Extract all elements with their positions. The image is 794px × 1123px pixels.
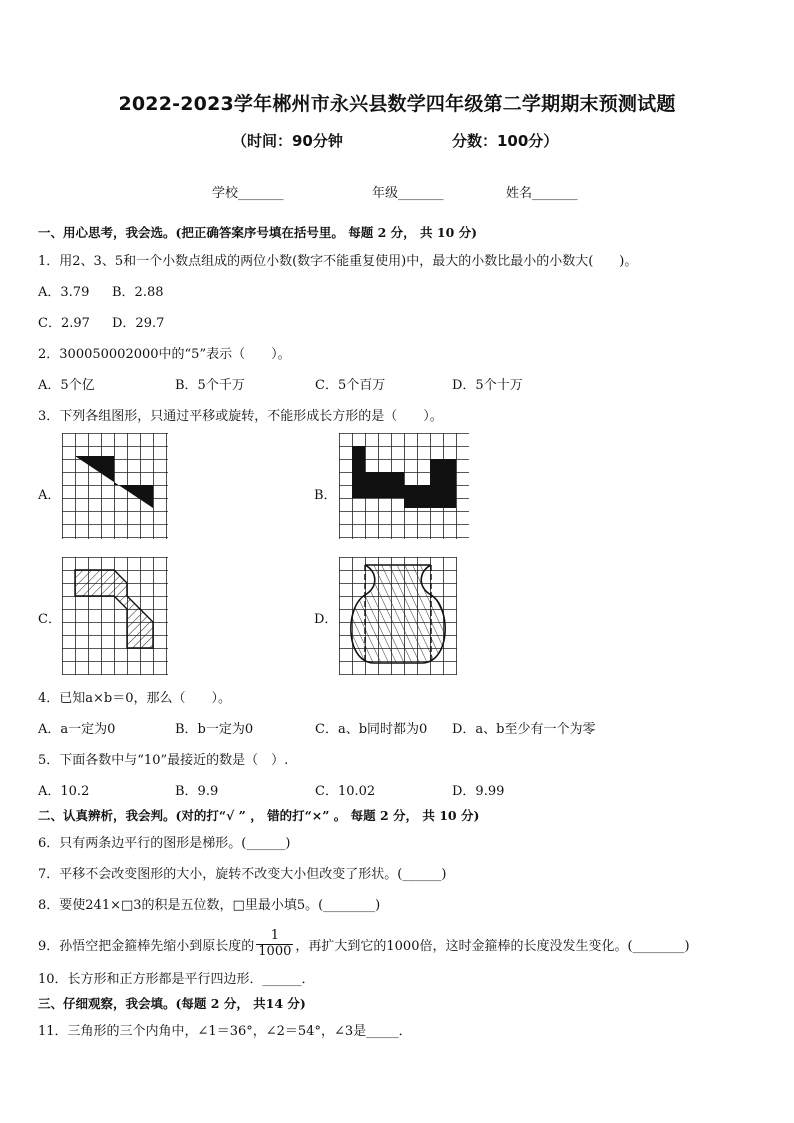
q1-option-c[interactable]: C．2.97 — [38, 316, 90, 331]
question-4: 4．已知a×b＝0，那么（ ）。 — [38, 691, 232, 706]
q2-option-b[interactable]: B．5个千万 — [175, 378, 245, 393]
question-9 — [38, 928, 690, 962]
q3-option-a[interactable]: A． — [38, 488, 61, 503]
question-1: 1．用2、3、5和一个小数点组成的两位小数(数字不能重复使用)中，最大的小数比最小的小数大( )。 — [38, 254, 638, 269]
section-2-title: 二、认真辨析，我会判。(对的打“√ ” ， 错的打“×” 。 每题 2 分， 共 10 分) — [38, 808, 480, 823]
figure-c-shape — [75, 570, 153, 648]
school-field: 学校_______ — [212, 186, 284, 201]
q4-option-c[interactable]: C．a、b同时都为0 — [315, 722, 428, 737]
question-8: 8．要使241×□3的积是五位数，□里最小填5。(________) — [38, 898, 381, 913]
q4-option-b[interactable]: B．b一定为0 — [175, 722, 254, 737]
q3-figure-b — [339, 433, 469, 539]
fraction-numerator: 1 — [256, 929, 293, 945]
q5-option-c[interactable]: C．10.02 — [315, 784, 376, 799]
q1-option-b[interactable]: B．2.88 — [112, 285, 164, 300]
time-limit: （时间：90分钟 — [232, 132, 343, 150]
q3-figure-c — [62, 557, 168, 675]
q4-option-a[interactable]: A．a一定为0 — [38, 722, 116, 737]
q2-option-c[interactable]: C．5个百万 — [315, 378, 386, 393]
figure-a-shape — [75, 456, 153, 508]
q2-option-d[interactable]: D．5个十万 — [452, 378, 523, 393]
question-2: 2．300050002000中的“5”表示（ ）。 — [38, 347, 291, 362]
q3-figure-a — [62, 433, 168, 539]
total-score: 分数：100分） — [452, 132, 559, 150]
q3-option-b[interactable]: B． — [314, 488, 337, 503]
section-1-title: 一、用心思考，我会选。(把正确答案序号填在括号里。 每题 2 分， 共 10 分) — [38, 225, 478, 240]
q5-option-a[interactable]: A．10.2 — [38, 784, 90, 799]
name-field: 姓名_______ — [506, 186, 578, 201]
section-3-title: 三、仔细观察，我会填。(每题 2 分， 共14 分) — [38, 996, 306, 1011]
q9-text-before: 9．孙悟空把金箍棒先缩小到原长度的 — [38, 938, 255, 954]
fraction-denominator: 1000 — [258, 943, 292, 959]
q9-text-after: ，再扩大到它的1000倍，这时金箍棒的长度没发生变化。(________) — [295, 938, 690, 954]
question-6: 6．只有两条边平行的图形是梯形。(______) — [38, 836, 291, 851]
page-title: 2022-2023学年郴州市永兴县数学四年级第二学期期末预测试题 — [118, 93, 676, 115]
q1-option-a[interactable]: A．3.79 — [38, 285, 90, 300]
q3-option-d[interactable]: D． — [314, 612, 338, 627]
q4-option-d[interactable]: D．a、b至少有一个为零 — [452, 722, 596, 737]
question-3: 3．下列各组图形，只通过平移或旋转，不能形成长方形的是（ ）。 — [38, 409, 443, 424]
q3-option-c[interactable]: C． — [38, 612, 61, 627]
q9-fraction — [256, 929, 293, 960]
question-10: 10．长方形和正方形都是平行四边形．______． — [38, 972, 315, 987]
grade-field: 年级_______ — [372, 186, 444, 201]
question-11: 11．三角形的三个内角中，∠1＝36°，∠2＝54°，∠3是_____． — [38, 1024, 412, 1039]
question-5: 5．下面各数中与“10”最接近的数是（ ）. — [38, 753, 289, 768]
q3-figure-d — [339, 557, 457, 675]
question-7: 7．平移不会改变图形的大小，旋转不改变大小但改变了形状。(______) — [38, 867, 447, 882]
q5-option-b[interactable]: B．9.9 — [175, 784, 219, 799]
q2-option-a[interactable]: A．5个亿 — [38, 378, 95, 393]
q5-option-d[interactable]: D．9.99 — [452, 784, 505, 799]
q1-option-d[interactable]: D．29.7 — [112, 316, 165, 331]
